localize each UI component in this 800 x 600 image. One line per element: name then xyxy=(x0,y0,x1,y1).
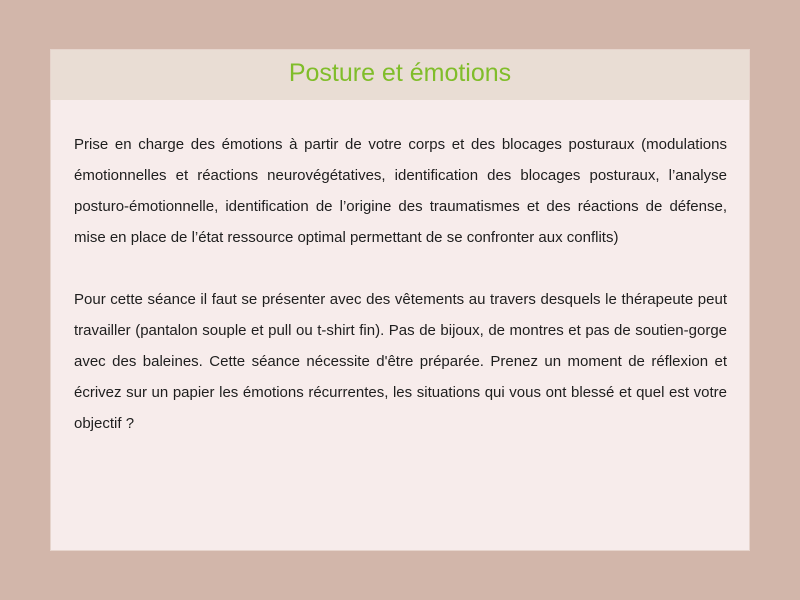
panel-body xyxy=(51,100,749,439)
description-paragraph: Prise en charge des émotions à partir de votre corps et des blocages posturaux (modulations émotionnelles et réactions neurovégétatives, identification des blocages posturaux, l’analyse posturo-émotionnelle, identification de l’origine des traumatismes et des réactions de défense, mise en place de l’état ressource optimal permettant de se confronter aux conflits) xyxy=(74,136,727,246)
content-panel xyxy=(50,49,750,551)
panel-header xyxy=(51,50,749,100)
page-title: Posture et émotions xyxy=(288,58,512,87)
instructions-paragraph: Pour cette séance il faut se présenter avec des vêtements au travers desquels le thérapeute peut travailler (pantalon souple et pull ou t-shirt fin). Pas de bijoux, de montres et pas de soutien-gorge avec des baleines. Cette séance nécessite d'être préparée. Prenez un moment de réflexion et écrivez sur un papier les émotions récurrentes, les situations qui vous ont blessé et quel est votre objectif ? xyxy=(74,291,727,432)
